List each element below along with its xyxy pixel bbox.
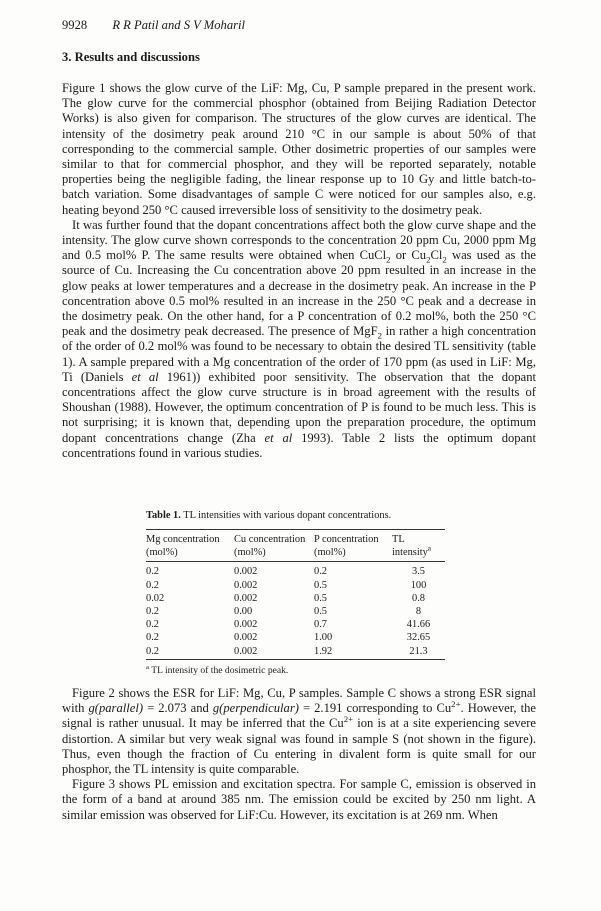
table-cell: 0.2 bbox=[146, 566, 159, 578]
paragraph-3: Figure 2 shows the ESR for LiF: Mg, Cu, P samples. Sample C shows a strong ESR signal with g(parallel) = 2.073 and g(perpendicular) = 2.191 corresponding to $Cu^{2+}$. However, the signal is rather unusual. It may be inferred that the $Cu^{2+}$ ion is at a site experiencing severe distortion. A similar but very weak signal was found in sample S (not shown in the figure). Thus, even though the fraction of Cu entering in divalent form is quite small for our phosphor, the TL intensity is quite comparable. bbox=[62, 686, 537, 777]
table-cell: 0.5 bbox=[314, 592, 327, 604]
table-cell: 0.2 bbox=[146, 579, 159, 591]
table-cell: 0.5 bbox=[314, 606, 327, 618]
paragraph-1: Figure 1 shows the glow curve of the LiF: Mg, Cu, P sample prepared in the present work. The glow curve for the commercial phosphor (obtained from Beijing Radiation Detector Works) is also given for comparison. The structures of the glow curves are identical. The intensity of the dosimetry peak around 210 °C in our sample is about 50% of that corresponding to the commercial sample. Other dosimetric properties of our samples were similar to that for commercial phosphor, and they will be reported separately, notable properties being the negligible fading, the linear response up to 10 Gy and little batch-to-batch variation. Some disadvantages of sample C were noticed for our samples also, e.g. heating beyond 250 °C caused irreversible loss of sensitivity to the dosimetry peak. bbox=[62, 81, 536, 217]
col-unit-tl: intensity$^a$ bbox=[392, 544, 432, 559]
table-cell: 0.002 bbox=[234, 645, 258, 657]
col-header-mg: Mg concentration bbox=[146, 534, 220, 545]
col-header-cu: Cu concentration bbox=[234, 534, 306, 545]
paragraph-4: Figure 3 shows PL emission and excitation spectra. For sample C, emission is observed in the form of a band at around 385 nm. The emission could be excited by 250 nm light. A similar emission was observed for LiF:Cu. However, its excitation is at 269 nm. When bbox=[62, 777, 536, 822]
table-cell: 100 bbox=[410, 579, 427, 591]
table-cell: 0.00 bbox=[234, 606, 253, 618]
table-cell: 21.3 bbox=[409, 645, 428, 657]
body-text-lower bbox=[62, 686, 536, 823]
table-cell: 0.002 bbox=[234, 632, 258, 644]
header-footnote-mark: a bbox=[427, 544, 432, 553]
page-number: 9928 bbox=[62, 18, 88, 32]
table-caption-text: TL intensities with various dopant concentrations. bbox=[183, 510, 392, 521]
table-cell: 0.002 bbox=[234, 566, 258, 578]
footnote-text: TL intensity of the dosimetric peak. bbox=[148, 664, 289, 676]
table-cell: 0.2 bbox=[146, 632, 159, 644]
col-unit-mg: (mol%) bbox=[146, 547, 178, 559]
section-title: 3. Results and discussions bbox=[62, 50, 200, 64]
table-cell: 32.65 bbox=[406, 632, 431, 644]
table-bottom-rule bbox=[146, 659, 445, 660]
table-cell: 0.2 bbox=[146, 619, 159, 631]
table-cell: 0.002 bbox=[234, 619, 258, 631]
col-header-tl: TL bbox=[392, 534, 405, 545]
paragraph-2: It was further found that the dopant concentrations affect both the glow curve shape and the intensity. The glow curve shown corresponds to the concentration 20 ppm Cu, 2000 ppm Mg and 0.5 mol% P. The same results were obtained when CuCl$_2$ or $Cu_2Cl_2$ was used as the source of Cu. Increasing the Cu concentration above 20 ppm resulted in an increase in the glow peaks at lower temperatures and a decrease in the dosimetry peak. An increase in the P concentration above 0.5 mol% resulted in an increase in the 250 °C peak and a decrease in the dosimetry peak. On the other hand, for a P concentration of 0.2 mol%, both the 250 °C peak and the dosimetry peak decreased. The presence of MgF$_2$ in rather a high concentration of the order of 0.2 mol% was found to be necessary to obtain the desired TL sensitivity (table 1). A sample prepared with a Mg concentration of the order of 170 ppm (as used in LiF: Mg, Ti (Daniels et al 1961)) exhibited poor sensitivity. The observation that the dopant concentrations affect the glow curve structure is in broad agreement with the results of Shoushan (1988). However, the optimum concentration of P is found to be much less. This is not surprising; it is known that, depending upon the preparation procedure, the optimum dopant concentrations change (Zha et al 1993). Table 2 lists the optimum dopant concentrations found in various studies. bbox=[62, 217, 536, 460]
table-cell: 1.00 bbox=[314, 632, 333, 644]
table-body bbox=[146, 562, 445, 658]
table-cell: 0.5 bbox=[314, 579, 327, 591]
col-unit-p: (mol%) bbox=[314, 547, 346, 559]
footnote-mark: a bbox=[146, 663, 149, 671]
table-1 bbox=[146, 510, 445, 676]
table-cell: 0.7 bbox=[314, 619, 327, 631]
table-cell: 0.002 bbox=[234, 579, 258, 591]
table-cell: 8 bbox=[415, 606, 422, 618]
table-header bbox=[146, 530, 445, 561]
body-text-upper bbox=[62, 81, 536, 461]
table-cell: 0.2 bbox=[314, 566, 327, 578]
table-cell: 41.66 bbox=[406, 619, 431, 631]
table-cell: 1.92 bbox=[314, 645, 333, 657]
table-cell: 0.8 bbox=[412, 592, 425, 604]
table-cell: 0.02 bbox=[146, 592, 165, 604]
table-cell: 0.2 bbox=[146, 606, 159, 618]
col-unit-cu: (mol%) bbox=[234, 547, 266, 559]
running-head bbox=[62, 18, 245, 33]
table-caption bbox=[146, 510, 445, 521]
table-cell: 0.002 bbox=[234, 592, 258, 604]
table-label: Table 1. bbox=[146, 510, 181, 521]
running-head-authors: R R Patil and S V Moharil bbox=[112, 18, 246, 32]
table-cell: 3.5 bbox=[412, 566, 425, 578]
col-header-p: P concentration bbox=[314, 534, 379, 545]
table-cell: 0.2 bbox=[146, 645, 159, 657]
table-footnote bbox=[146, 665, 445, 676]
